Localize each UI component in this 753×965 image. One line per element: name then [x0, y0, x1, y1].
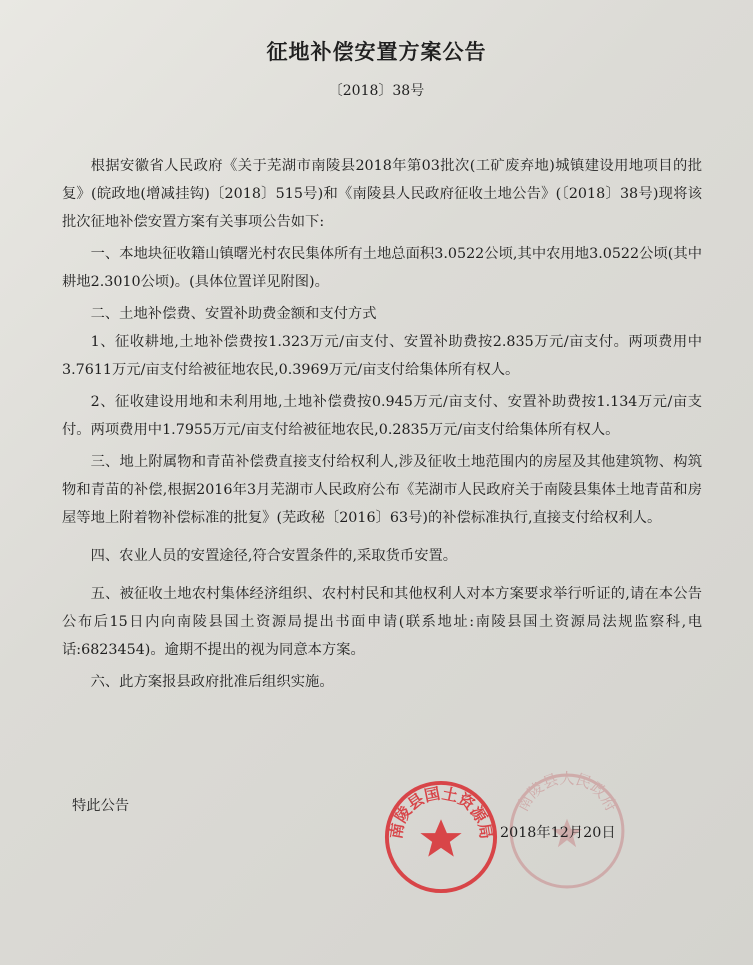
section-5-paragraph: 五、被征收土地农村集体经济组织、农村村民和其他权利人对本方案要求举行听证的,请在本公告公布后15日内向南陵县国土资源局提出书面申请(联系地址:南陵县国土资源局法规监察科,电话:6823454)。逾期不提出的视为同意本方案。 — [62, 586, 702, 658]
document-number: 〔2018〕38号 — [328, 83, 425, 99]
document-date: 2018年12月20日 — [500, 825, 616, 841]
section-2-item-2: 2、征收建设用地和未利用地,土地补偿费按0.945万元/亩支付、安置补助费按1.134万元/亩支付。两项费用中1.7955万元/亩支付给被征地农民,0.2835万元/亩支付给集体所有权人。 — [62, 394, 702, 438]
section-3-paragraph: 三、地上附属物和青苗补偿费直接支付给权利人,涉及征收土地范围内的房屋及其他建筑物、构筑物和青苗的补偿,根据2016年3月芜湖市人民政府公布《芜湖市人民政府关于南陵县集体土地青苗和房屋等地上附着物补偿标准的批复》(芜政秘〔2016〕63号)的补偿标准执行,直接支付给权利人。 — [62, 454, 702, 526]
faded-seal-text: 南陵县人民政府 — [513, 770, 621, 815]
star-icon — [420, 819, 461, 856]
section-2-item-1: 1、征收耕地,土地补偿费按1.323万元/亩支付、安置补助费按2.835万元/亩支付。两项费用中3.7611万元/亩支付给被征地农民,0.3969万元/亩支付给集体所有权人。 — [62, 334, 702, 378]
section-2-heading: 二、土地补偿费、安置补助费金额和支付方式 — [90, 306, 377, 322]
section-6-paragraph: 六、此方案报县政府批准后组织实施。 — [90, 674, 334, 690]
svg-text:南陵县人民政府 — [514, 770, 621, 814]
closing-text: 特此公告 — [72, 798, 130, 814]
intro-paragraph: 根据安徽省人民政府《关于芜湖市南陵县2018年第03批次(工矿废弃地)城镇建设用地项目的批复》(皖政地(增减挂钩)〔2018〕515号)和《南陵县人民政府征收土地公告》(〔2018〕38号)现将该批次征地补偿安置方案有关事项公告如下: — [62, 158, 702, 230]
section-4-paragraph: 四、农业人员的安置途径,符合安置条件的,采取货币安置。 — [90, 548, 458, 564]
official-seal-stamp — [382, 778, 500, 896]
seal-text: 南陵县国土资源局 — [386, 783, 496, 841]
document-title: 征地补偿安置方案公告 — [266, 40, 487, 64]
document-body — [62, 152, 702, 696]
section-1-paragraph: 一、本地块征收籍山镇曙光村农民集体所有土地总面积3.0522公顷,其中农用地3.0522公顷(其中耕地2.3010公顷)。(具体位置详见附图)。 — [62, 246, 702, 290]
